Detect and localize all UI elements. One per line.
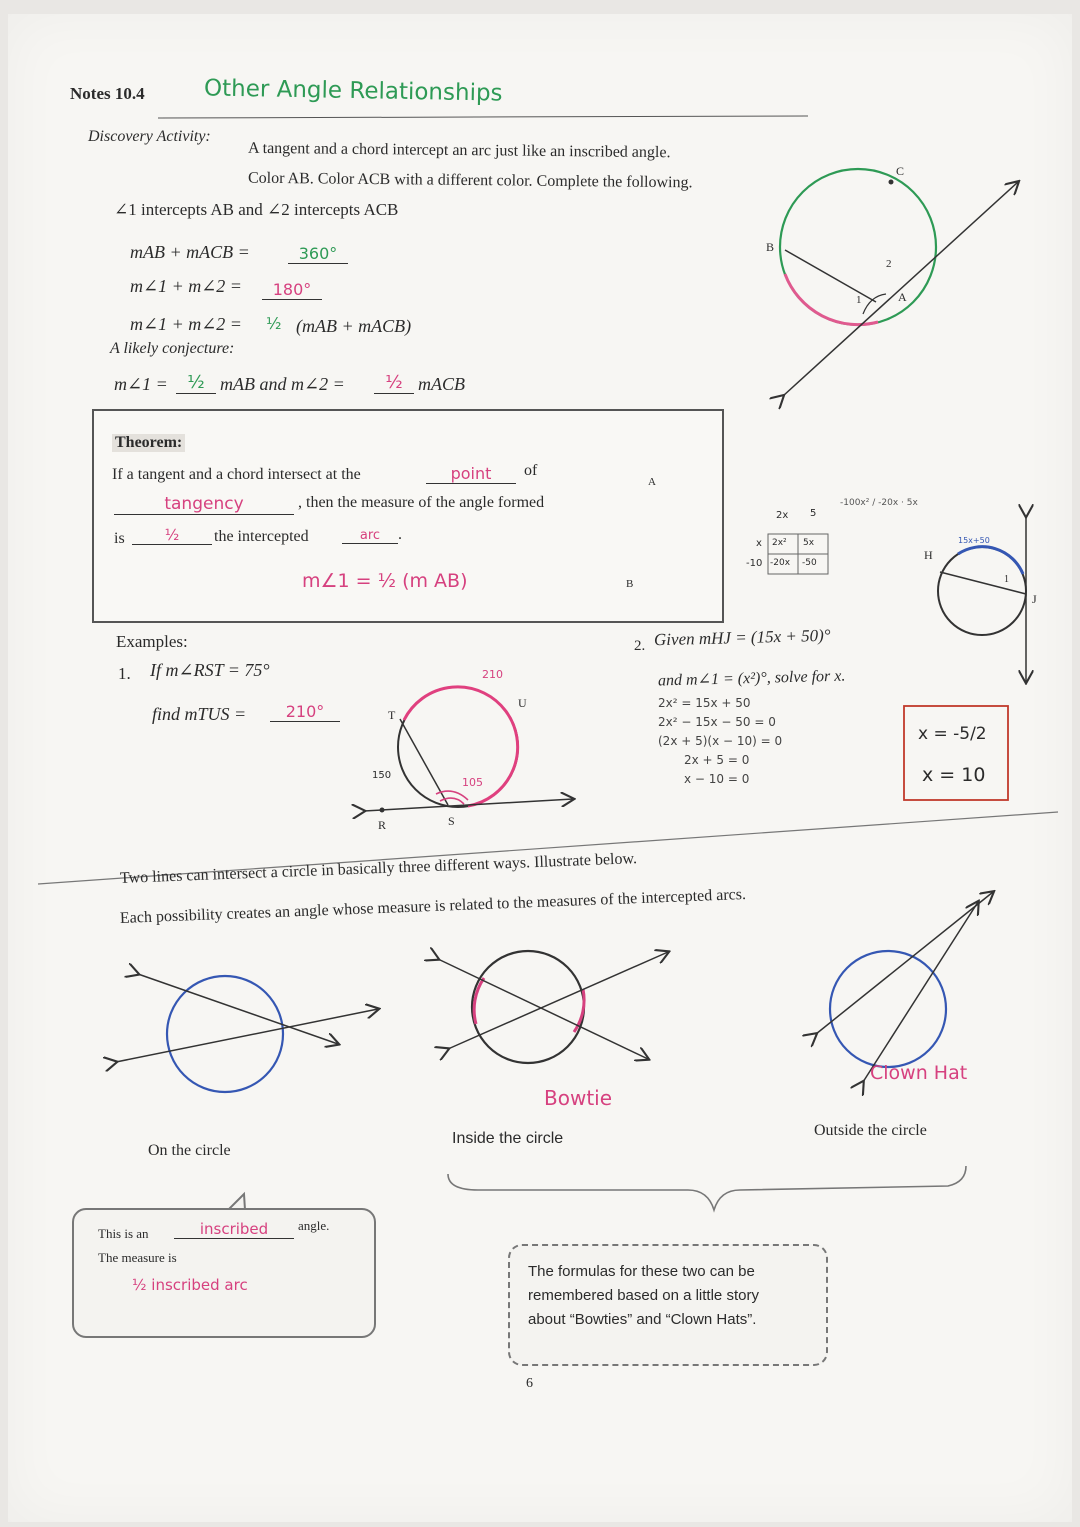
examples-label: Examples: <box>116 632 188 651</box>
table-top-2: 5 <box>810 508 817 519</box>
conjecture-answer-2: ½ <box>374 372 414 394</box>
work-line: 2x² = 15x + 50 <box>658 696 751 710</box>
notes-label: Notes 10.4 <box>70 84 145 103</box>
example-2-work <box>658 694 782 789</box>
eq3-rhs: (mAB + mACB) <box>296 316 412 336</box>
label-c: C <box>896 164 905 178</box>
theorem-answer-arc: arc <box>342 528 398 544</box>
ex2-arc-label: 15x+50 <box>958 536 990 545</box>
theorem-text-5: the intercepted <box>214 528 309 545</box>
table-side-note: -100x² / -20x · 5x <box>840 498 918 508</box>
table-cell: 2x² <box>772 538 787 548</box>
intersect-line-2: Each possibility creates an angle whose measure is related to the measures of the intercepted arcs. <box>119 885 747 927</box>
figure-inside-circle <box>438 951 668 1063</box>
label-angle-2: 2 <box>886 258 892 270</box>
theorem-formula-handwritten: m∠1 = ½ (m AB) <box>302 570 468 592</box>
work-line: 2x² − 15x − 50 = 0 <box>658 715 776 729</box>
example-1-answer: 210° <box>270 702 340 722</box>
example-2-answer-2: x = 10 <box>922 764 986 786</box>
theorem-answer-half: ½ <box>132 526 212 545</box>
theorem-answer-tangency: tangency <box>114 494 294 515</box>
example-1-find: find mTUS = <box>152 704 247 724</box>
example-1-number: 1. <box>118 664 131 683</box>
theorem-label-a: A <box>648 476 656 488</box>
eq1-answer: 360° <box>288 244 348 264</box>
theorem-text-1: If a tangent and a chord intersect at the <box>112 466 361 483</box>
conjecture-lhs: m∠1 = <box>114 374 168 394</box>
ex1-arc-150: 150 <box>372 770 392 781</box>
table-top-1: 2x <box>776 510 789 521</box>
theorem-label-b: B <box>626 578 634 590</box>
bubble-left-answer: inscribed <box>174 1220 294 1239</box>
figure-tangent-chord <box>780 169 1018 396</box>
page-number: 6 <box>526 1376 533 1391</box>
theorem-text-is: is <box>114 530 125 547</box>
discovery-line-2: Color AB. Color ACB with a different color. Complete the following. <box>247 169 693 192</box>
table-side-1: x <box>756 538 762 549</box>
theorem-text-2: of <box>524 462 538 479</box>
work-line: (2x + 5)(x − 10) = 0 <box>658 734 783 748</box>
discovery-line-1: A tangent and a chord intercept an arc just like an inscribed angle. <box>247 139 671 162</box>
eq3-answer: ½ <box>266 314 282 333</box>
bubble-left-line-2: The measure is <box>98 1250 177 1265</box>
clown-hat-label: Clown Hat <box>870 1062 968 1084</box>
bubble-left-line-3: ½ inscribed arc <box>132 1276 248 1294</box>
work-line: 2x + 5 = 0 <box>684 753 750 767</box>
table-cell: -20x <box>770 558 791 568</box>
ex2-label-1: 1 <box>1004 574 1009 585</box>
ex2-label-j: J <box>1032 592 1037 606</box>
worksheet-page <box>8 14 1072 1522</box>
table-cell: 5x <box>803 538 815 548</box>
ex1-arc-210: 210 <box>482 668 503 681</box>
theorem-text-3: , then the measure of the angle formed <box>298 494 545 511</box>
curly-brace <box>448 1166 966 1210</box>
example-2-given: Given mHJ = (15x + 50)° <box>653 625 831 650</box>
conjecture-rhs: mACB <box>418 374 465 394</box>
intersect-line-1: Two lines can intersect a circle in basically three different ways. Illustrate below. <box>119 850 638 887</box>
title-underline <box>158 116 808 118</box>
table-side-2: -10 <box>746 558 763 569</box>
label-angle-1: 1 <box>856 294 862 306</box>
bubble-left-post: angle. <box>298 1218 330 1233</box>
ex1-label-r: R <box>378 818 387 832</box>
ex2-label-h: H <box>924 548 933 562</box>
conjecture-label: A likely conjecture: <box>110 340 235 357</box>
conjecture-middle: mAB and m∠2 = <box>220 374 345 394</box>
example-2-number: 2. <box>634 638 646 654</box>
bowtie-label: Bowtie <box>544 1086 613 1110</box>
bubble-right-text: The formulas for these two can be remembered based on a little story about “Bowties” and “Clown Hats”. <box>528 1263 759 1328</box>
theorem-text-6: . <box>398 526 402 543</box>
eq2-answer: 180° <box>262 280 322 300</box>
caption-inside-circle: Inside the circle <box>452 1130 564 1147</box>
discovery-label: Discovery Activity: <box>88 128 211 145</box>
figure-example-1 <box>364 687 573 813</box>
figure-on-circle <box>116 974 378 1092</box>
eq2-lhs: m∠1 + m∠2 = <box>130 276 242 296</box>
conjecture-answer-1: ½ <box>176 372 216 394</box>
label-b: B <box>766 240 775 254</box>
example-2-answer-1: x = -5/2 <box>918 724 987 744</box>
eq3-lhs: m∠1 + m∠2 = <box>130 314 242 334</box>
caption-outside-circle: Outside the circle <box>814 1122 927 1139</box>
bubble-left-pre: This is an <box>98 1226 149 1241</box>
title-handwritten: Other Angle Relationships <box>203 75 503 107</box>
caption-on-circle: On the circle <box>148 1142 231 1159</box>
ex1-angle-105: 105 <box>462 776 483 789</box>
table-cell: -50 <box>802 558 817 568</box>
ex1-label-t: T <box>388 708 396 722</box>
work-line: x − 10 = 0 <box>684 772 750 786</box>
ex1-label-u: U <box>518 696 527 710</box>
ex1-label-s: S <box>448 814 455 828</box>
example-2-and: and m∠1 = (x²)°, solve for x. <box>657 667 846 690</box>
theorem-answer-point: point <box>426 464 516 484</box>
theorem-label: Theorem: <box>112 434 185 452</box>
figure-outside-circle <box>816 892 993 1082</box>
eq1-lhs: mAB + mACB = <box>130 242 250 262</box>
label-a: A <box>898 290 907 304</box>
discovery-line-3: ∠1 intercepts AB and ∠2 intercepts ACB <box>114 200 399 219</box>
example-1-given: If m∠RST = 75° <box>150 660 270 680</box>
